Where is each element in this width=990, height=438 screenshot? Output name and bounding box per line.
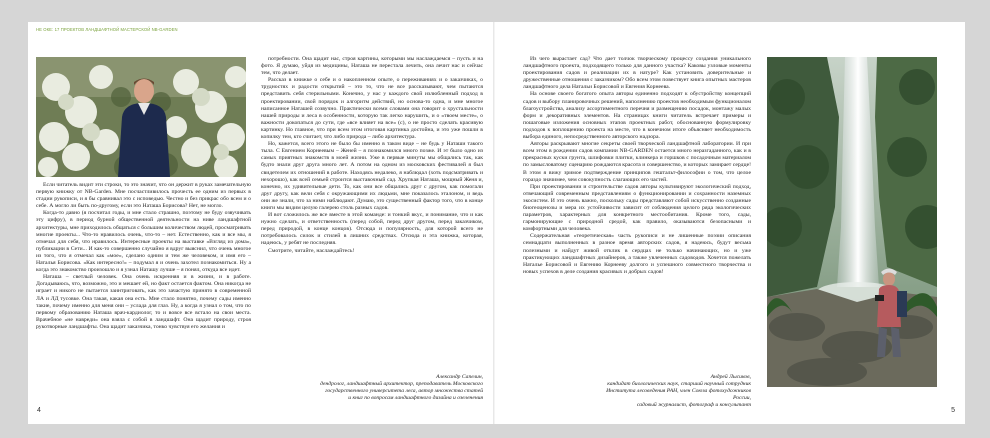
paragraph: На основе своего богатого опыта авторы единенно подходят к обустройству концепций садов и выбору планировочных решений, наполнению проектов необходимым функционалом благоустройства, анализу ассортиментного перечня и размещению посадок, монтажу малых форм и декоративных элементов. На страницах книги читатель встречает примеры и пошаговые изложения основных этапов проектных работ, обоснованную формулировку подходов к воплощению проекта на месте, что в конечном итоге объясняет необходимость выбора единого, непосредственного авторского надзора. — [523, 91, 752, 141]
right-page — [495, 22, 965, 424]
signature-sapelin — [261, 374, 483, 402]
paragraph: Содержательная «теоретическая» часть рукописи и не лишенные поэзии описания семнадцати выполненных в разное время авторских садов, я надеюсь, будут весьма полезными и найдут живой отклик в сердцах не только начинающих, но и уже практикующих ландшафтных дизайнеров, а также увлеченных садоводов. Хочется пожелать Наталье Борисовой и Евгению Корнееву долгого и успешного совместного творчества и новых успехов в деле создания красивых и добрых садов! — [523, 233, 751, 275]
right-column-1 — [523, 56, 751, 276]
waterfall-image — [767, 57, 937, 387]
signature-line: государственного университета леса, автор множества статей — [325, 388, 483, 394]
paragraph: Если читатель видит эти строки, то это значит, что он держит в руках замечательную первую книжку от NB-Garden. Мне посчастливилось прочесть ее одним из первых в стадии рукописи, и я бы сравнивал это с исповедью. Честно и без прикрас обо всем и о себе. А могло ли быть по-другому, если это Наташа Борисова? Нет, не могло. — [36, 182, 251, 210]
paragraph: Но, кажется, всего этого не было бы именно в таком виде – не будь у Наташи такого тыла. С Евгением Корнеевым – Женей – я познакомился много позже. И эт было одно из самых приятных знакомств в моей жизни. Уже в первые минуты мы общались так, как будто знали друг друга много лет. А потом на одном из московских фестивалей я был свидетелем их отношений в работе. Находясь недалеко, я наблюдал (хоть подсматривать и нехорошо), как всей семьей строится выставочный сад. Хрупкая Наташа, мощный Женя и, конечно, их удивительные дети. То, как они все общались друг с другом, как помогали друг другу, как вели себя с окружающими их людьми, мне показалось эталоном, и ведь они же знали, что за ними наблюдают. Думаю, это существенный фактор того, что в конце книги мы видим целую галерею столь разных садов. — [261, 141, 483, 211]
paragraph: Смотрите, читайте, наслаждайтесь! — [268, 247, 355, 254]
paragraph: И вот сложилось же все вместе в этой команде: и тонкий вкус, и понимание, что и как нужно сделать, и ответственность (перед собой, перед друг другом, перед заказчиком, перед природой, в конце концов). Отсюда и популярность, для которой всего не потребовалось силок и стилей в лишних средствах. Отсюда и эта книжка, которая, надеюсь, у ребят не последняя. — [261, 212, 483, 247]
signature-name: Андрей Лысиков, — [710, 374, 751, 380]
portrait-photo — [36, 57, 246, 177]
left-column-1 — [36, 182, 251, 331]
hydrangea-portrait-image — [36, 57, 246, 177]
paragraph: потребности. Она щадит нас, строя картины, которыми мы наслаждаемся – пусть и на фото. Я думаю, уйдя из медицины, Наташа не перестала лечить, она лечит нас и сейчас тем, что делает. — [261, 56, 483, 77]
signature-line: и книг по вопросам ландшафтного дизайна и озеленения — [348, 395, 483, 401]
signature-line: садовый журналист, фотограф и консультант — [636, 402, 751, 408]
page-number-right: 5 — [951, 407, 955, 414]
signature-lysikov — [595, 374, 751, 409]
running-title: НЕ ОКЕ: 17 ПРОЕКТОВ ЛАНДШАФТНОЙ МАСТЕРСКОЙ NB-GARDEN — [36, 27, 178, 32]
paragraph: Авторы раскрывают многие секреты своей творческой ландшафтной лаборатории. И при всем этом в рождении садов компании NB-GARDEN остается много неразгаданного, как и в прекрасных куски грунта, шлифовки плитки, клинкера и горшков с посадочным материалом по замысловатому сценарию рождаются красота и совершенство, и которых замирает сердце! В этом я вижу зримое подтверждение принципов гештальт-философии о том, что целое гораздо значимее, чем совокупность слагающих его частей. — [523, 141, 751, 183]
left-page — [28, 22, 495, 424]
paragraph: Рассказ в книжке о себе и о накопленном опыте, о переживаниях и о заказчиках, о трудностях и радости открытий – это то, что не все рассказывают, чем пытаются представить себя стерильными. Конечно, у нас у каждого свой излюбленный подход в проектировании, свой порядок и алгоритм действий, но основа-то одна, и мне многое написанное Наташей созвучно. Практически всеми словами она говорит о хрустальности нашей природы и леса в особенности, которую так легко нарушить, и о «твоем месте», о важности докопаться до сути, где «все влияет на все» (с), о не просто сделать красивую картинку. Но главное, что при всем этом итоговая картинка достойна, и это уже пошли в копилку тем, кто считает, что либо природа – либо архитектура. — [261, 77, 483, 141]
paragraph: Наташа – светлый человек. Она очень искренняя и в жизни, и в работе. Догадываюсь, что, возможно, это и мешает ей, но факт остается фактом. Она никогда не играет и никого не пытается заинтриговать, как это зачастую принято в современной ЛА и ЛД тусовке. Она такая, какая она есть. Мне стало понятно, почему сады именно такие, почему именно для меня они – услада для глаз. Ну, а когда я узнал о том, что по первому образованию Наташа врач-кардиолог, то и вовсе все встало на свои места. Врачебное «не навреди» она взяла с собой в ландшафт. Она щадит природу, строя рукотворные ландшафты. Она щадит заказчика, тонко чувствуя его желания и — [36, 274, 251, 330]
page-number-left: 4 — [37, 407, 41, 414]
signature-name: Александр Сапелин, — [436, 374, 483, 380]
waterfall-photo — [767, 57, 937, 387]
left-column-2 — [261, 56, 483, 255]
paragraph: Когда-то давно (я посчитал годы, и мне стало страшно, поэтому не буду озвучивать эту цифру), в период бурной общественной деятельности на ниве ландшафтной архитектуры, мне приходилось общаться с большим количеством людей, просматривать многие проекты... Что-то нравилось очень, что-то – нет. Естественно, как и все мы, я отмечал для себя, что нравилось. Интересные проекты на выставке «Взгляд из дома», публикации в Сети... И как-то совершенно случайно я вдруг выяснил, что очень многое из того, что я отмечал как «мое», сделано одним и тем же человеком, и имя его – Наталья Борисова. «Как интересно!» – подумал я и очень захотел познакомиться. Ну а когда это знакомство произошло и я узнал Наташу лучше – я понял, откуда все идет. — [36, 210, 251, 274]
signature-line: кандидат биологических наук, старший научный сотрудник — [607, 381, 751, 387]
signature-line: дендролог, ландшафтный архитектор, преподаватель Московского — [320, 381, 483, 387]
paragraph: Из чего вырастает сад? Что дает толчок творческому процессу создания уникального ландшафтного проекта, подходящего только для данного участка? Каковы узловые моменты проектирования садов и реализации их в натуре? Как установить доверительные и дружественные отношения с заказчиком? Обо всем этом повествует книга опытных мастеров ландшафтного дела Натальи Борисовой и Евгения Корнеева. — [523, 56, 751, 91]
signature-line: Института лесоведения РАН, член Союза фотохудожников России, — [606, 388, 751, 401]
paragraph: При проектировании и строительстве садов авторы культивируют экологический подход, отвечающий современным представлениям о функционировании и сохранности наземных экосистем. И это очень важно, поскольку сады представляют собой искусственно созданные биогеоценозы и мера их устойчивости зависит от соблюдения целого ряда экологических параметров, характерных для конкретного местообитания. Кроме того, сады, гармонирующие с природной средой, как правило, оказываются безопасными и комфортными для человека. — [523, 183, 751, 233]
